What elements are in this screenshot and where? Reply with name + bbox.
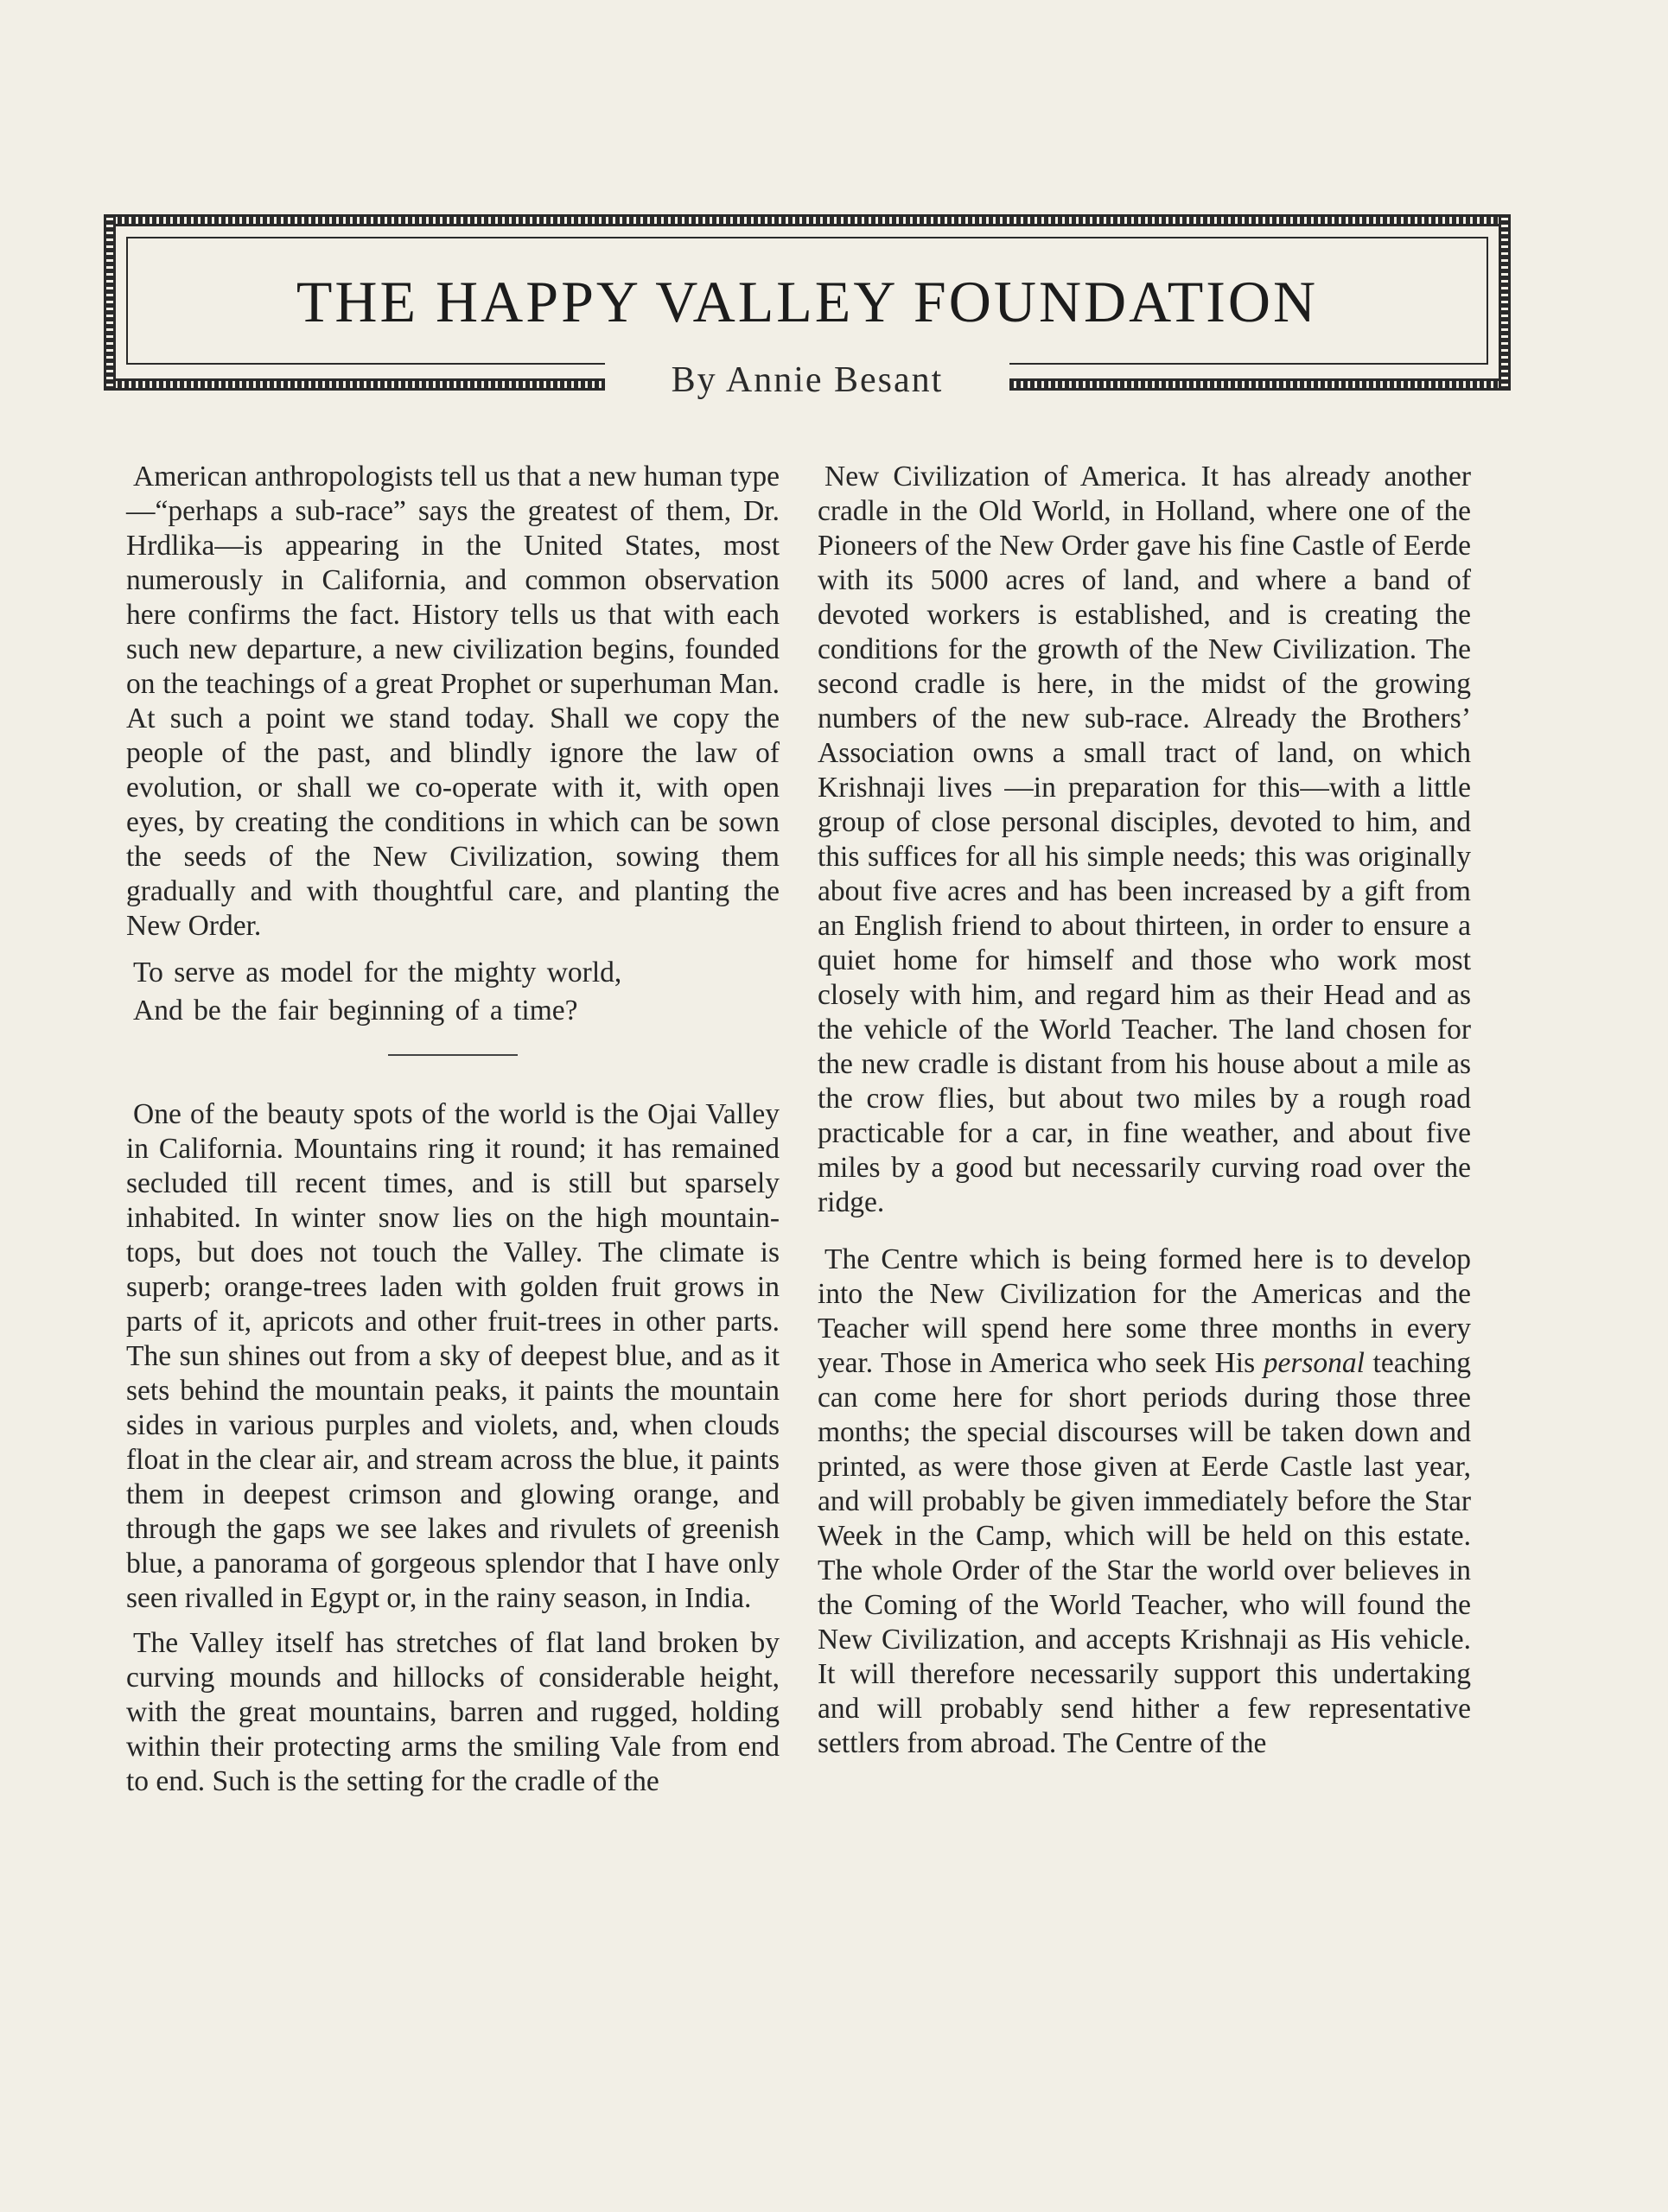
paragraph-left-2: One of the beauty spots of the world is the Ojai Valley in California. Mountains ring it round; it has remained secluded till recent times, and is still but sparsely inhabited. In winter snow lies on the high mountain-tops, but does not touch the Valley. The climate is superb; orange-trees laden with golden fruit grows in parts of it, apricots and other fruit-trees in other parts. The sun shines out from a sky of deepest blue, and as it sets behind the mountain peaks, it paints the mountain sides in various purples and violets, and, when clouds float in the clear air, and stream across the blue, it paints them in deepest crimson and glowing orange, and through the gaps we see lakes and rivulets of greenish blue, a panorama of gorgeous splendor that I have only seen rivalled in Egypt or, in the rainy season, in India. [126,1098,780,1614]
title-frame [104,214,1511,404]
verse-quote [133,954,780,1030]
section-divider [388,1054,518,1056]
frame-border-top [104,214,1511,226]
paragraph-right-2-end: teaching can come here for short periods during those three months; the special discourses will be taken down and printed, as were those given at Eerde Castle last year, and will probably be given immediately before the Star Week in the Camp, which will be held on this estate. The whole Order of the Star the world over believes in the Coming of the World Teacher, who will found the New Civilization, and accepts Krishnaji as His vehicle. It will therefore necessarily support this undertaking and will probably send hither a few representative settlers from abroad. The Centre of the [818,1347,1471,1759]
emphasis-personal: personal [1263,1347,1365,1379]
verse-line-2: And be the fair beginning of a time? [133,995,578,1027]
right-column [818,460,1471,1771]
paragraph-right-2 [818,1243,1471,1761]
left-column [126,460,780,1809]
paragraph-left-1: American anthropologists tell us that a new human type—“perhaps a sub-race” says the greatest of them, Dr. Hrdlika—is appearing in the United States, most numerously in California, and common observation here confirms the fact. History tells us that with each such new departure, a new civilization begins, founded on the teachings of a great Prophet or superhuman Man. At such a point we stand today. Shall we copy the people of the past, and blindly ignore the law of evolution, or shall we co-operate with it, with open eyes, by creating the conditions in which can be sown the seeds of the New Civilization, sowing them gradually and with thoughtful care, and planting the New Order. [126,461,780,942]
paragraph-right-2-start: The Centre which is being formed here is to develop into the New Civilization for the Americas and the Teacher will spend here some three months in every year. Those in America who seek His [818,1243,1471,1379]
article-byline: By Annie Besant [671,360,944,400]
verse-line-1: To serve as model for the mighty world, [133,957,622,988]
paragraph-left-3: The Valley itself has stretches of flat land broken by curving mounds and hillocks of considerable height, with the great mountains, barren and rugged, holding within their protecting arms the smiling Vale from end to end. Such is the setting for the cradle of the [126,1627,780,1797]
article-title: THE HAPPY VALLEY FOUNDATION [296,269,1319,334]
paragraph-right-1: New Civilization of America. It has already another cradle in the Old World, in Holland, where one of the Pioneers of the New Order gave his fine Castle of Eerde with its 5000 acres of land, and where a band of devoted workers is established, and is creating the conditions for the growth of the New Civilization. The second cradle is here, in the midst of the growing numbers of the new sub-race. Already the Brothers’ Association owns a small tract of land, on which Krishnaji lives —in preparation for this—with a little group of close personal disciples, devoted to him, and this suffices for all his simple needs; this was originally about five acres and has been increased by a gift from an English friend to about thirteen, in order to ensure a quiet home for himself and those who work most closely with him, and regard him as their Head and as the vehicle of the World Teacher. The land chosen for the new cradle is distant from his house about a mile as the crow flies, but about two miles by a rough road practicable for a car, in fine weather, and about five miles by a good but necessarily curving road over the ridge. [818,461,1471,1218]
